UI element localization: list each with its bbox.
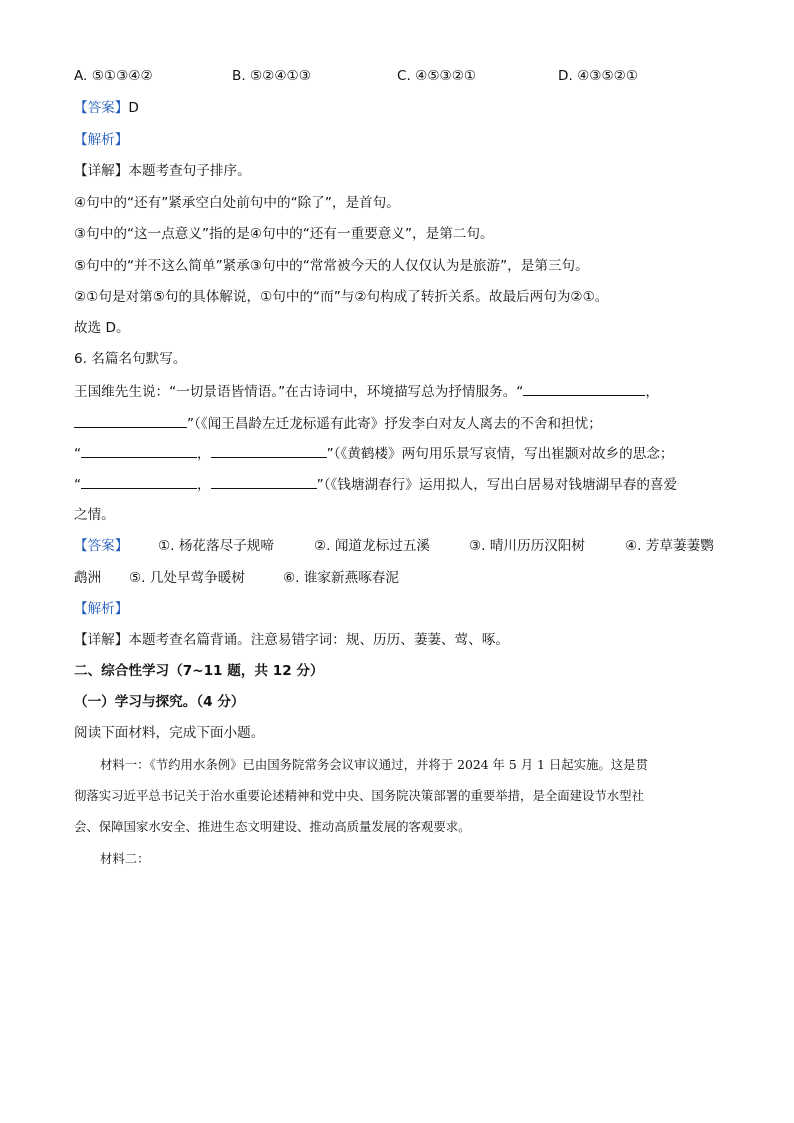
material-1-line-1: 材料一：《节约用水条例》已由国务院常务会议审议通过，并将于 2024 年 5 月 1 日起实施。这是贯	[100, 757, 648, 772]
q6-answer-3: ③. 晴川历历汉阳树	[469, 538, 585, 554]
option-a: A. ⑤①③④②	[74, 68, 153, 84]
detail-text: 本题考查句子排序。	[128, 163, 251, 179]
q6-intro: 王国维先生说：“一切景语皆情语。”在古诗词中，环境描写总为抒情服务。“	[74, 384, 524, 400]
blank-2[interactable]	[74, 413, 187, 428]
q5-conclusion: 故选 D。	[74, 320, 130, 336]
subsection-heading: （一）学习与探究。（4 分）	[74, 694, 245, 710]
detail-tag: 【详解】	[74, 163, 129, 179]
q6-answer-4-cont: 鹉洲	[74, 570, 102, 586]
q5-reason-1: ④句中的“还有”紧承空白处前句中的“除了”，是首句。	[74, 195, 400, 211]
q6-answer-6: ⑥. 谁家新燕啄春泥	[283, 570, 399, 586]
option-c: C. ④⑤③②①	[397, 68, 477, 84]
q6-line-2	[74, 413, 602, 434]
q6-analysis-tag: 【解析】	[74, 601, 129, 617]
comma: ，	[197, 446, 211, 462]
q6-answer-tag: 【答案】	[74, 538, 129, 554]
section-heading: 二、综合性学习（7~11 题，共 12 分）	[74, 663, 324, 679]
q6-line-4-text: ”（《钱塘湖春行》运用拟人，写出白居易对钱塘湖早春的喜爱	[316, 477, 678, 493]
q6-line-3-text: ”（《黄鹤楼》两句用乐景写哀情，写出崔颢对故乡的思念；	[326, 446, 674, 462]
material-2-label: 材料二：	[100, 851, 150, 866]
q5-reason-4: ②①句是对第⑤句的具体解说，①句中的“而”与②句构成了转折关系。故最后两句为②①。	[74, 289, 609, 305]
answer-tag: 【答案】	[74, 100, 129, 116]
q6-answer-4: ④. 芳草萋萋鹦	[625, 538, 714, 554]
q5-reason-2: ③句中的“这一点意义”指的是④句中的“还有一重要意义”，是第二句。	[74, 226, 494, 242]
blank-6[interactable]	[211, 474, 317, 489]
analysis-tag: 【解析】	[74, 132, 129, 148]
q6-line-2-text: ”（《闻王昌龄左迁龙标遥有此寄》抒发李白对友人离去的不舍和担忧；	[187, 416, 602, 432]
q6-title: 6. 名篇名句默写。	[74, 351, 187, 367]
blank-3[interactable]	[81, 443, 197, 458]
instruction: 阅读下面材料，完成下面小题。	[74, 725, 265, 741]
material-1-line-3: 会、保障国家水安全、推进生态文明建设、推动高质量发展的客观要求。	[74, 819, 471, 834]
open-quote: “	[74, 477, 82, 493]
open-quote: “	[74, 446, 82, 462]
q5-detail-line	[74, 161, 251, 181]
q6-answer-1: ①. 杨花落尽子规啼	[158, 538, 274, 554]
option-b: B. ⑤②④①③	[232, 68, 311, 84]
answer-value: D	[128, 100, 139, 116]
blank-5[interactable]	[81, 474, 197, 489]
q6-answer-2: ②. 闻道龙标过五溪	[314, 538, 430, 554]
q6-answer-5: ⑤. 几处早莺争暖树	[129, 570, 245, 586]
q6-detail-line	[74, 630, 509, 650]
comma: ，	[197, 477, 211, 493]
material-1-line-2: 彻落实习近平总书记关于治水重要论述精神和党中央、国务院决策部署的重要举措，是全面建设节水型社	[74, 788, 644, 803]
blank-1[interactable]	[523, 381, 645, 396]
q5-reason-3: ⑤句中的“并不这么简单”紧承③句中的“常常被今天的人仅仅认为是旅游”，是第三句。	[74, 258, 589, 274]
option-d: D. ④③⑤②①	[558, 68, 639, 84]
q6-line-3	[74, 443, 674, 464]
q5-answer-line	[74, 98, 139, 118]
q6-intro-comma: ，	[645, 384, 659, 400]
q6-line-4	[74, 474, 677, 495]
q6-intro-line	[74, 381, 659, 402]
q6-line-5: 之情。	[74, 507, 115, 523]
blank-4[interactable]	[211, 443, 327, 458]
q6-detail-text: 本题考查名篇背诵。注意易错字词：规、历历、萋萋、莺、啄。	[128, 632, 509, 648]
q6-detail-tag: 【详解】	[74, 632, 129, 648]
